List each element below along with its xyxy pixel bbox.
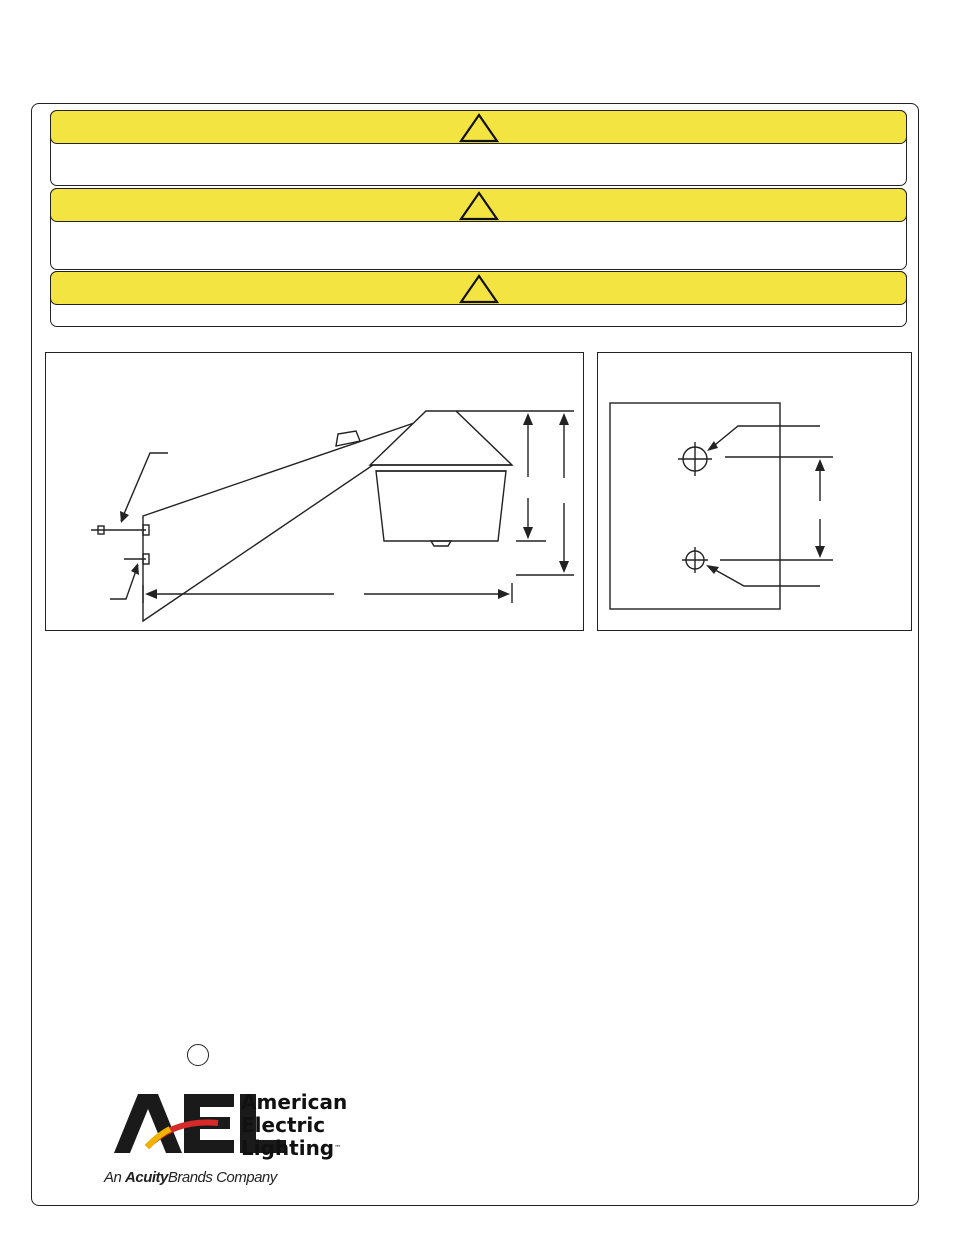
logo-tagline: [104, 1169, 277, 1186]
logo-name-line-3: Lighting: [241, 1136, 335, 1160]
tagline-prefix: An: [104, 1169, 122, 1186]
circle-marker: [187, 1044, 209, 1066]
warning-triangle-icon: [459, 191, 499, 221]
mounting-plate-panel: [597, 352, 912, 631]
mounting-plate-drawing: [598, 353, 913, 632]
warning-box-1: [50, 110, 907, 186]
tagline-brand: Acuity: [125, 1169, 168, 1186]
trademark-symbol: ™: [334, 1144, 342, 1152]
logo-name-line-2: Electric: [241, 1113, 326, 1137]
fixture-side-view-drawing: [46, 353, 585, 632]
warning-triangle-icon: [459, 274, 499, 304]
logo-name-line-1: American: [241, 1090, 348, 1114]
side-view-panel: [45, 352, 584, 631]
tagline-suffix: Brands Company: [167, 1169, 277, 1186]
logo-wordmark: [241, 1091, 347, 1160]
warning-box-3: [50, 271, 907, 327]
warning-triangle-icon: [459, 113, 499, 143]
warning-bar-3: [50, 271, 907, 305]
warning-bar-1: [50, 110, 907, 144]
warning-box-2: [50, 188, 907, 270]
warning-bar-2: [50, 188, 907, 222]
